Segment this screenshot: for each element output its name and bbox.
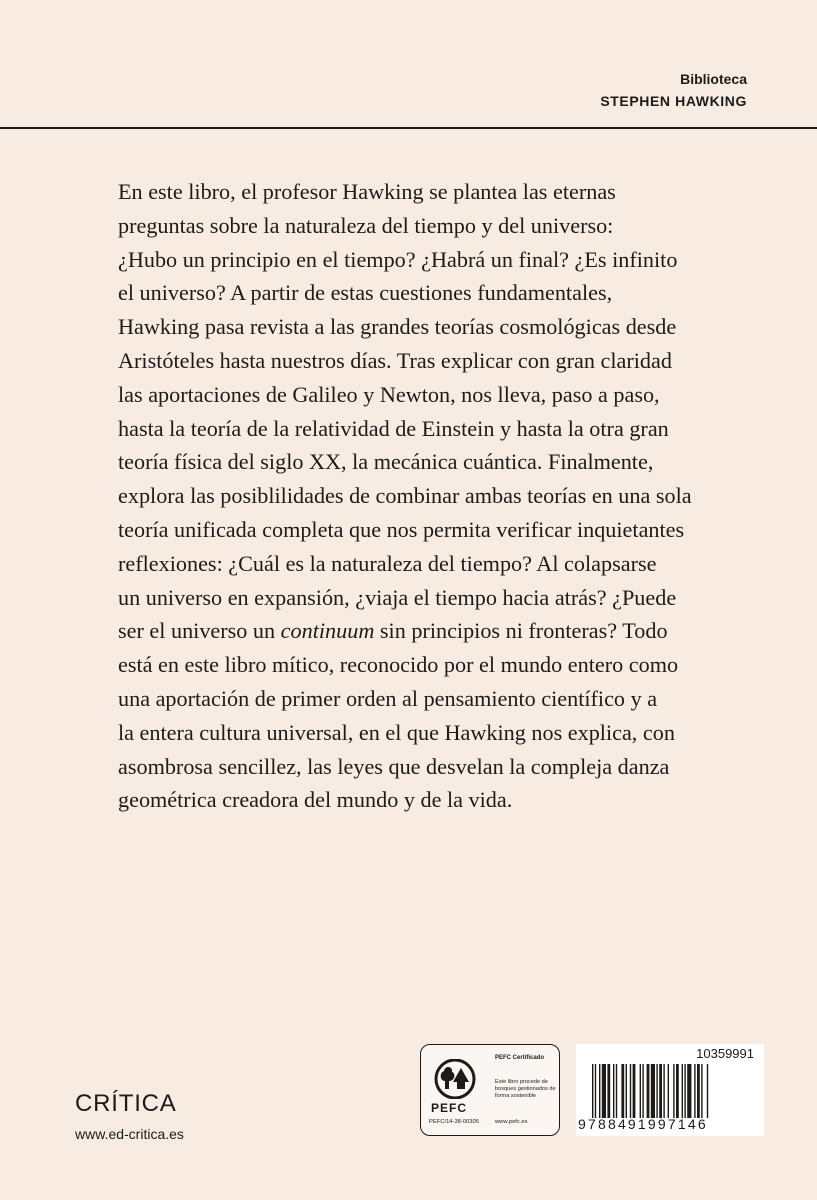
back-cover-blurb [118,175,718,817]
barcode-bar [697,1064,700,1118]
series-line-1: Biblioteca [680,71,747,87]
blurb-line: explora las posiblilidades de combinar ambas teorías en una sola [118,483,692,509]
publisher-url: www.ed-critica.es [75,1126,184,1142]
barcode-bar [663,1064,664,1118]
blurb-line: preguntas sobre la naturaleza del tiempo y del universo: [118,212,614,238]
blurb-line: reflexiones: ¿Cuál es la naturaleza del tiempo? Al colapsarse [118,550,657,576]
barcode-bar [599,1064,600,1118]
barcode-bar [651,1064,655,1118]
series-line-2: STEPHEN HAWKING [600,93,747,109]
pefc-certification-box [420,1044,560,1136]
blurb-line [118,614,718,648]
blurb-line: una aportación de primer orden al pensamiento científico y a [118,685,658,711]
blurb-line: la entera cultura universal, en el que Hawking nos explica, con [118,719,675,745]
blurb-italic-term: continuum [280,618,375,644]
barcode-bar [656,1064,657,1118]
blurb-line: asombrosa sencillez, las leyes que desvelan la compleja danza [118,753,670,779]
blurb-line: un universo en expansión, ¿viaja el tiempo hacia atrás? ¿Puede [118,584,677,610]
blurb-text: ser el universo un [118,618,281,644]
blurb-line: el universo? A partir de estas cuestiones fundamentales, [118,280,613,306]
barcode-bar [687,1064,691,1118]
publisher-name: CRÍTICA [75,1090,177,1117]
isbn-number: 9788491997146 [578,1116,708,1132]
barcode-bar [673,1064,674,1118]
blurb-line: Hawking pasa revista a las grandes teorías cosmológicas desde [118,314,677,340]
blurb-line: está en este libro mítico, reconocido por el mundo entero como [118,652,679,678]
blurb-text: sin principios ni fronteras? Todo [374,618,668,644]
blurb-line: teoría física del siglo XX, la mecánica cuántica. Finalmente, [118,449,654,475]
isbn-barcode [592,1064,752,1118]
barcode-bar [642,1064,643,1118]
blurb-line: ¿Hubo un principio en el tiempo? ¿Habrá un final? ¿Es infinito [118,246,678,272]
barcode-bar [676,1064,679,1118]
barcode-bar [701,1064,702,1118]
barcode-bar [595,1064,596,1118]
blurb-line: las aportaciones de Galileo y Newton, nos lleva, paso a paso, [118,381,660,407]
barcode-bar [616,1064,617,1118]
barcode-bar [633,1064,636,1118]
blurb-line: Aristóteles hasta nuestros días. Tras explicar con gran claridad [118,347,672,373]
barcode-box [576,1044,764,1136]
barcode-bar [592,1064,593,1118]
blurb-line: hasta la teoría de la relatividad de Einstein y hasta la otra gran [118,415,669,441]
barcode-bar [602,1064,606,1118]
barcode-bar [640,1064,641,1118]
barcode-bar [621,1064,624,1118]
pefc-certified-label: PEFC Certificado [495,1055,545,1061]
blurb-line: geométrica creadora del mundo y de la vida. [118,787,513,813]
barcode-bar [613,1064,614,1118]
header-rule [0,127,817,129]
pefc-website: www.pefc.es [495,1119,528,1125]
barcode-bar [682,1064,683,1118]
publisher-block [75,1090,184,1142]
pefc-tree-icon [431,1059,479,1099]
pefc-logo-text: PEFC [431,1101,468,1115]
barcode-bar [684,1064,685,1118]
pefc-description: Este libro procede de bosques gestionados de forma sostenible [495,1079,556,1099]
barcode-bar [694,1064,695,1118]
series-label [600,68,747,112]
internal-code: 10359991 [696,1046,754,1061]
pefc-code: PEFC/14-38-00305 [429,1119,479,1125]
barcode-bar [668,1064,669,1118]
barcode-bar [626,1064,627,1118]
blurb-line: En este libro, el profesor Hawking se plantea las eternas [118,179,616,204]
barcode-bar [607,1064,610,1118]
barcode-bar [647,1064,650,1118]
barcode-bar [659,1064,662,1118]
barcode-bar [707,1064,708,1118]
barcode-bar [630,1064,631,1118]
blurb-line: teoría unificada completa que nos permita verificar inquietantes [118,516,685,542]
